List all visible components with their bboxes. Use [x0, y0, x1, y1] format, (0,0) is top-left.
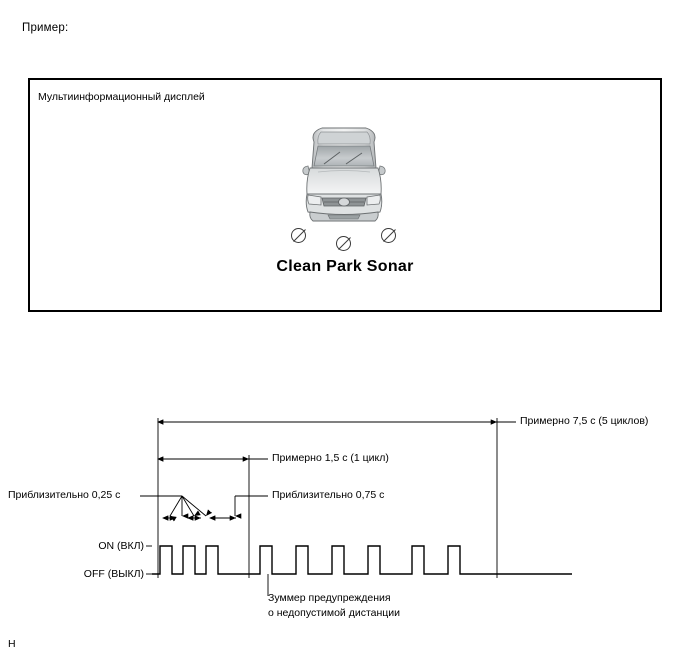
axis-label-off: OFF (ВЫКЛ): [83, 568, 144, 580]
sensor-disabled-icon-left: [291, 228, 306, 243]
clean-park-sonar-text: Clean Park Sonar: [276, 258, 414, 275]
example-label: Пример:: [22, 22, 69, 34]
annotation-total-cycle: Примерно 7,5 с (5 циклов): [520, 415, 649, 427]
axis-label-on: ON (ВКЛ): [98, 540, 144, 552]
bottom-letter: H: [8, 638, 16, 650]
display-panel-title: Мультиинформационный дисплей: [38, 91, 205, 103]
annotation-short-pulse: Приблизительно 0,25 с: [8, 489, 121, 501]
sensor-disabled-icon-middle: [336, 236, 351, 251]
annotation-buzzer-line1: Зуммер предупреждения: [268, 592, 391, 604]
car-top-view-illustration: [288, 122, 400, 232]
annotation-buzzer-line2: о недопустимой дистанции: [268, 607, 401, 619]
annotation-one-cycle: Примерно 1,5 с (1 цикл): [272, 452, 389, 464]
annotation-long-pause: Приблизительно 0,75 с: [272, 489, 385, 501]
sensor-disabled-icon-right: [381, 228, 396, 243]
